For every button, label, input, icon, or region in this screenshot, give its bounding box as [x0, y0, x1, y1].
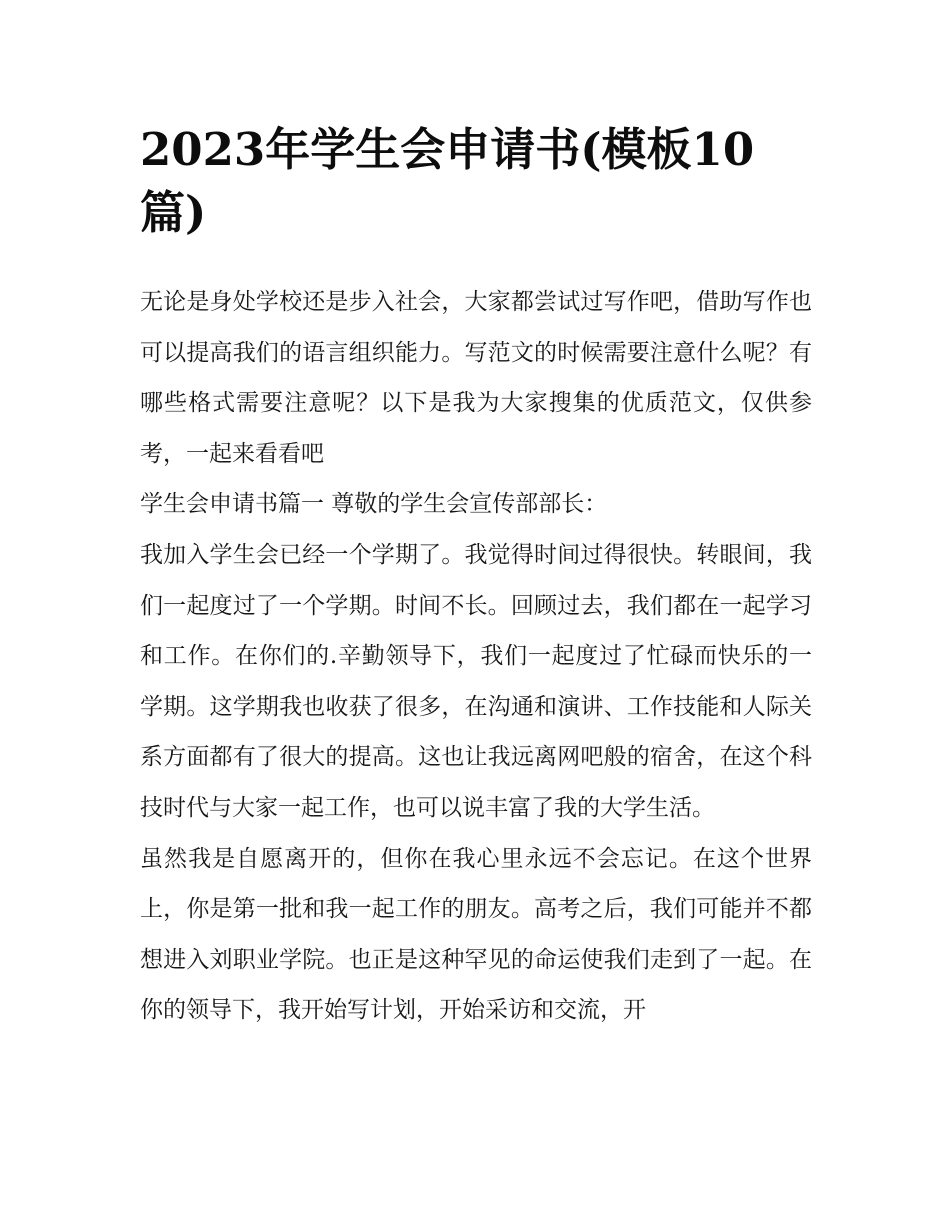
section-heading-paragraph: 学生会申请书篇一 尊敬的学生会宣传部部长： — [140, 491, 608, 518]
body-paragraph: 我加入学生会已经一个学期了。我觉得时间过得很快。转眼间，我们一起度过了一个学期。时间不长。回顾过去，我们都在一起学习和工作。在你们的.辛勤领导下，我们一起度过了忙碌而快乐的一学期。这学期我也收获了很多，在沟通和演讲、工作技能和人际关系方面都有了很大的提高。这也让我远离网吧般的宿舍，在这个科技时代与大家一起工作，也可以说丰富了我的大学生活。 — [140, 541, 812, 821]
document-body — [140, 277, 812, 1036]
body-paragraph: 虽然我是自愿离开的，但你在我心里永远不会忘记。在这个世界上，你是第一批和我一起工作的朋友。高考之后，我们可能并不都想进入刘职业学院。也正是这种罕见的命运使我们走到了一起。在你的领导下，我开始写计划，开始采访和交流，开 — [140, 845, 812, 1024]
intro-paragraph: 无论是身处学校还是步入社会，大家都尝试过写作吧，借助写作也可以提高我们的语言组织能力。写范文的时候需要注意什么呢？有哪些格式需要注意呢？以下是我为大家搜集的优质范文，仅供参考，一起来看看吧 — [140, 289, 812, 467]
document-title: 2023年学生会申请书(模板10篇) — [140, 123, 755, 239]
